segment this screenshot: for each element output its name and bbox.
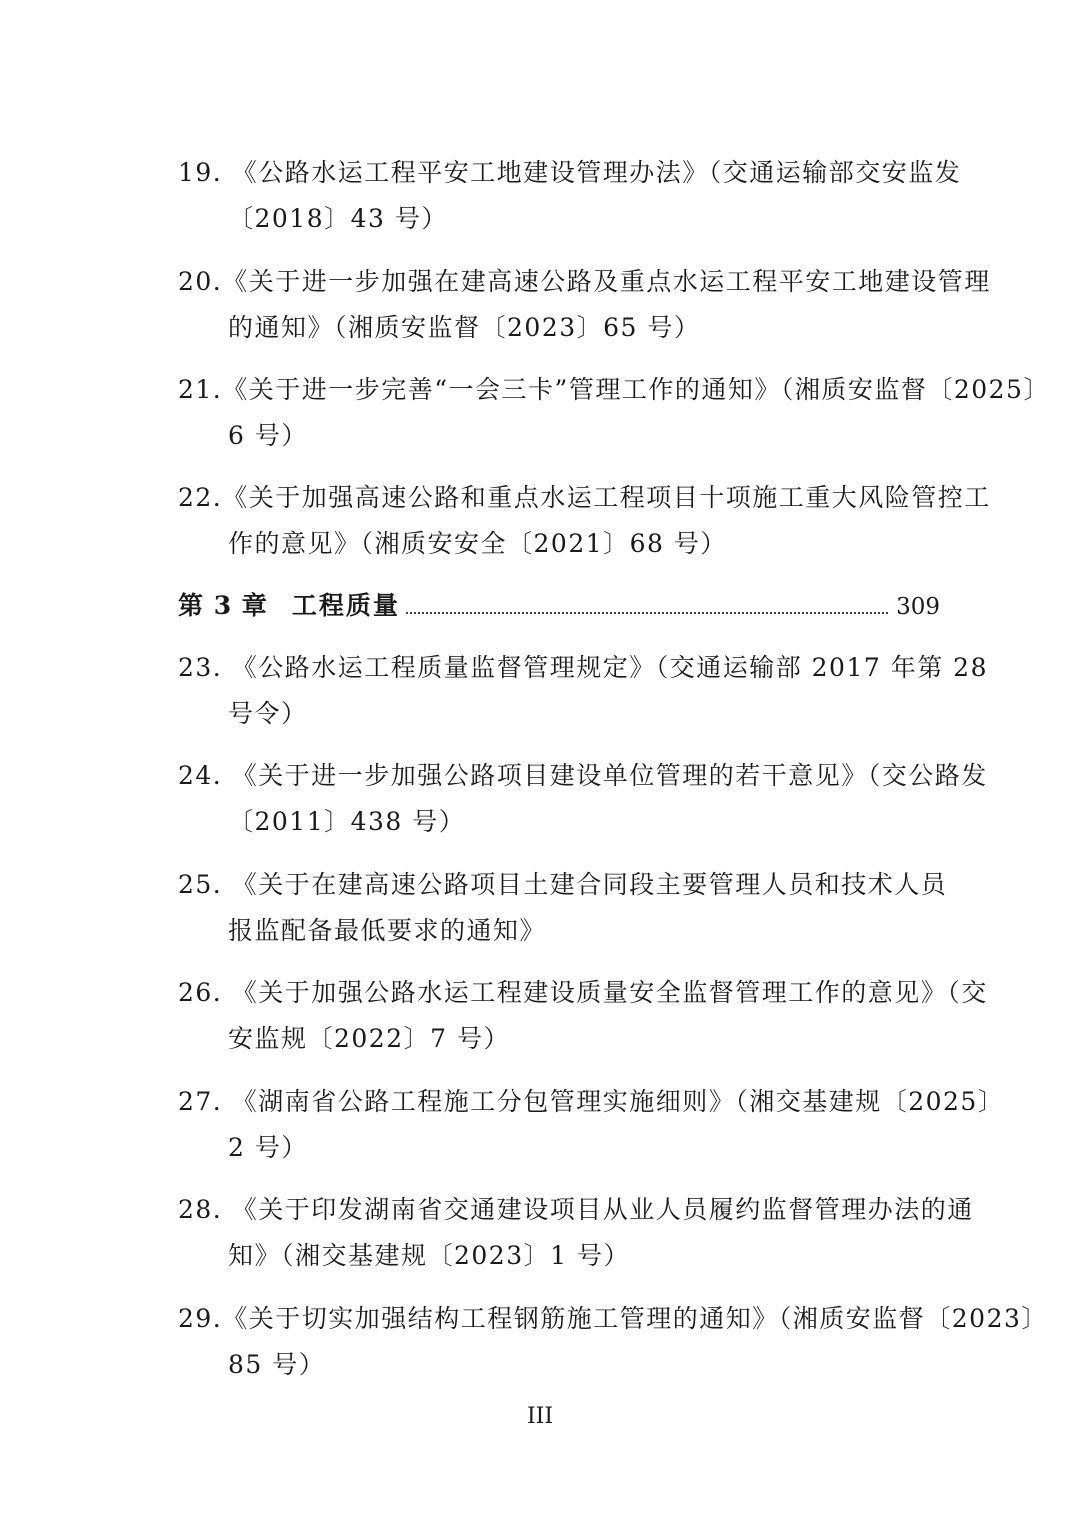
toc-entry-28[interactable] xyxy=(178,1187,974,1279)
entry-line: 号令） xyxy=(228,699,308,728)
chapter-label: 第 3 章 xyxy=(178,591,268,620)
entry-line: 〔2011〕438 号） xyxy=(228,807,466,836)
entry-line: 21.《关于进一步完善“一会三卡”管理工作的通知》（湘质安监督〔2025〕 xyxy=(178,375,1050,404)
entry-line: 20.《关于进一步加强在建高速公路及重点水运工程平安工地建设管理 xyxy=(178,267,991,296)
entry-line: 知》（湘交基建规〔2023〕1 号） xyxy=(228,1241,630,1270)
entry-line: 的通知》（湘质安监督〔2023〕65 号） xyxy=(228,313,701,342)
toc-entry-27[interactable] xyxy=(178,1079,1005,1171)
entry-line: 19. 《公路水运工程平安工地建设管理办法》（交通运输部交安监发 xyxy=(178,158,962,187)
entry-line: 〔2018〕43 号） xyxy=(228,204,448,233)
entry-line: 安监规〔2022〕7 号） xyxy=(228,1024,510,1053)
entry-line: 24. 《关于进一步加强公路项目建设单位管理的若干意见》（交公路发 xyxy=(178,761,988,790)
entry-line: 26. 《关于加强公路水运工程建设质量安全监督管理工作的意见》（交 xyxy=(178,978,988,1007)
entry-line: 25. 《关于在建高速公路项目土建合同段主要管理人员和技术人员 xyxy=(178,870,948,899)
entry-line: 22.《关于加强高速公路和重点水运工程项目十项施工重大风险管控工 xyxy=(178,483,991,512)
toc-entry-20[interactable] xyxy=(178,259,991,351)
toc-entry-29[interactable] xyxy=(178,1296,1048,1388)
page-number: III xyxy=(526,1404,554,1429)
entry-line: 27. 《湖南省公路工程施工分包管理实施细则》（湘交基建规〔2025〕 xyxy=(178,1087,1005,1116)
entry-line: 23. 《公路水运工程质量监督管理规定》（交通运输部 2017 年第 28 xyxy=(178,653,988,682)
entry-line: 28. 《关于印发湖南省交通建设项目从业人员履约监督管理办法的通 xyxy=(178,1195,974,1224)
entry-line: 2 号） xyxy=(228,1133,308,1162)
dot-leader xyxy=(406,611,888,614)
toc-entry-19[interactable] xyxy=(178,150,962,242)
toc-entry-22[interactable] xyxy=(178,475,991,567)
entry-line: 6 号） xyxy=(228,421,308,450)
toc-entry-25[interactable] xyxy=(178,862,948,954)
toc-entry-21[interactable] xyxy=(178,367,1050,459)
chapter-heading[interactable] xyxy=(178,586,940,626)
entry-line: 报监配备最低要求的通知》 xyxy=(228,916,547,945)
toc-entry-24[interactable] xyxy=(178,753,988,845)
entry-line: 85 号） xyxy=(228,1350,326,1379)
chapter-title: 工程质量 xyxy=(291,591,400,620)
entry-line: 29.《关于切实加强结构工程钢筋施工管理的通知》（湘质安监督〔2023〕 xyxy=(178,1304,1048,1333)
toc-entry-23[interactable] xyxy=(178,645,988,737)
entry-line: 作的意见》（湘质安安全〔2021〕68 号） xyxy=(228,529,727,558)
toc-entry-26[interactable] xyxy=(178,970,988,1062)
chapter-page-number: 309 xyxy=(896,594,940,620)
